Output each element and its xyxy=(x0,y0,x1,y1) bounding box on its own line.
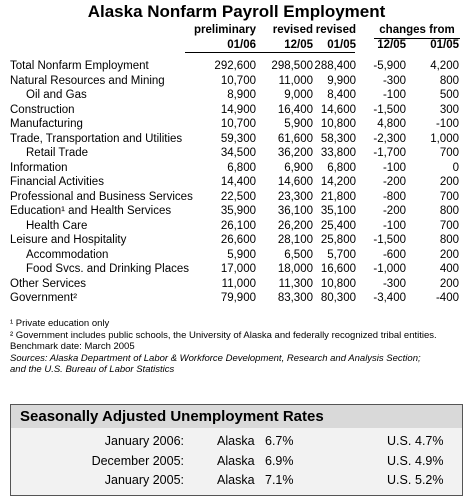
alaska-label: Alaska xyxy=(217,453,255,468)
row-value: -100 xyxy=(435,118,459,130)
unemployment-title: Seasonally Adjusted Unemployment Rates xyxy=(11,405,462,428)
row-value: 6,800 xyxy=(327,161,356,174)
row-value: -1,000 xyxy=(373,263,406,275)
row-value: 11,000 xyxy=(278,74,313,87)
table-row xyxy=(0,117,473,131)
row-value: 59,300 xyxy=(220,132,256,145)
col-header-revised-1205: revised xyxy=(272,24,313,36)
row-value: 14,200 xyxy=(320,176,356,188)
row-label: Manufacturing xyxy=(10,118,83,130)
row-value: -400 xyxy=(435,292,459,304)
row-value: 800 xyxy=(439,74,459,87)
row-value: -100 xyxy=(382,161,406,174)
row-value: 22,500 xyxy=(220,190,256,203)
row-value: 21,800 xyxy=(320,190,356,203)
row-value: 11,000 xyxy=(221,277,256,290)
row-label: Information xyxy=(10,161,68,174)
row-value: 28,100 xyxy=(277,234,313,246)
row-value: -600 xyxy=(382,248,406,261)
row-label: Natural Resources and Mining xyxy=(10,74,165,87)
col-header-change-1205: 12/05 xyxy=(377,39,406,51)
row-value: 35,900 xyxy=(220,205,256,217)
row-value: 4,800 xyxy=(377,118,406,130)
col-header-revised-0105: revised xyxy=(315,24,356,36)
row-value: -200 xyxy=(382,176,406,188)
sources-line-1: Sources: Alaska Department of Labor & Workforce Development, Research and Analysis Section; xyxy=(10,352,421,364)
header-divider xyxy=(185,52,355,53)
footnotes xyxy=(10,318,465,376)
row-value: 36,100 xyxy=(277,205,313,217)
row-value: 200 xyxy=(439,248,459,261)
row-value: 26,200 xyxy=(277,219,313,232)
row-value: 16,400 xyxy=(277,103,313,116)
row-value: -1,500 xyxy=(373,103,406,116)
table-row xyxy=(0,219,473,233)
row-value: 200 xyxy=(439,176,459,188)
table-row xyxy=(0,175,473,189)
row-value: 14,600 xyxy=(277,176,313,188)
row-value: 80,300 xyxy=(320,292,356,304)
row-value: 79,900 xyxy=(220,292,256,304)
table-row xyxy=(0,74,473,88)
table-row xyxy=(0,88,473,102)
alaska-rate: 6.7% xyxy=(265,434,294,448)
row-label: Government² xyxy=(10,292,78,304)
row-value: 11,300 xyxy=(278,277,313,290)
us-rate: 4.9% xyxy=(415,453,444,468)
row-value: 300 xyxy=(439,103,459,116)
row-value: 23,300 xyxy=(277,190,313,203)
row-value: 800 xyxy=(439,234,459,246)
col-header-date-0105: 01/05 xyxy=(327,39,356,51)
alaska-label: Alaska xyxy=(217,434,255,448)
row-value: 0 xyxy=(452,161,459,174)
row-value: -100 xyxy=(382,89,406,101)
rate-date: January 2006: xyxy=(104,434,184,448)
row-value: 58,300 xyxy=(320,132,356,145)
row-value: -300 xyxy=(382,74,406,87)
row-value: 8,900 xyxy=(227,89,256,101)
row-value: 25,800 xyxy=(320,234,356,246)
row-value: -1,700 xyxy=(373,147,406,159)
table-row xyxy=(0,204,473,218)
table-title: Alaska Nonfarm Payroll Employment xyxy=(87,2,386,21)
row-value: 6,900 xyxy=(284,161,313,174)
row-value: 35,100 xyxy=(320,205,356,217)
col-header-date-1205: 12/05 xyxy=(284,39,313,51)
row-value: -3,400 xyxy=(373,292,406,304)
row-value: 83,300 xyxy=(277,292,313,304)
row-value: 700 xyxy=(439,219,459,232)
row-label: Trade, Transportation and Utilities xyxy=(10,132,183,145)
row-value: 400 xyxy=(439,263,459,275)
row-value: 10,800 xyxy=(320,118,356,130)
row-value: 6,800 xyxy=(227,161,256,174)
row-value: 9,900 xyxy=(327,74,356,87)
sources-line-2: and the U.S. Bureau of Labor Statistics xyxy=(10,364,175,375)
benchmark-date: Benchmark date: March 2005 xyxy=(10,341,135,352)
row-label: Food Svcs. and Drinking Places xyxy=(26,263,189,275)
row-label: Accommodation xyxy=(26,248,109,261)
row-value: 17,000 xyxy=(220,263,256,275)
row-value: -300 xyxy=(382,277,406,290)
table-row xyxy=(0,233,473,247)
row-value: -5,900 xyxy=(373,60,406,72)
us-label: U.S. xyxy=(387,434,412,448)
table-row xyxy=(0,291,473,305)
alaska-rate: 7.1% xyxy=(265,473,294,487)
row-value: 700 xyxy=(439,147,459,159)
row-value: 8,400 xyxy=(327,89,356,101)
row-value: 36,200 xyxy=(277,147,313,159)
alaska-rate: 6.9% xyxy=(265,453,294,468)
col-header-change-0105: 01/05 xyxy=(430,39,459,51)
unemployment-row xyxy=(11,471,462,489)
rate-date: December 2005: xyxy=(91,453,184,468)
row-value: 10,700 xyxy=(220,74,256,87)
row-value: 33,800 xyxy=(320,147,356,159)
row-value: 5,700 xyxy=(327,248,356,261)
row-value: 10,700 xyxy=(220,118,256,130)
row-value: 16,600 xyxy=(320,263,356,275)
row-label: Construction xyxy=(10,103,75,116)
table-row xyxy=(0,59,473,73)
unemployment-rates-box xyxy=(10,404,463,496)
footnote-government: ² Government includes public schools, the University of Alaska and federally recognized tribal entities. xyxy=(10,329,437,341)
row-value: 61,600 xyxy=(277,132,313,145)
row-value: 9,000 xyxy=(284,89,313,101)
row-value: -100 xyxy=(382,219,406,232)
table-row xyxy=(0,262,473,276)
row-value: 200 xyxy=(439,277,459,290)
row-label: Health Care xyxy=(26,219,88,232)
row-value: 26,600 xyxy=(220,234,256,246)
row-value: -800 xyxy=(382,190,406,203)
table-row xyxy=(0,132,473,146)
row-label: Education¹ and Health Services xyxy=(10,205,172,217)
row-value: 500 xyxy=(439,89,459,101)
row-value: -200 xyxy=(382,205,406,217)
row-label: Professional and Business Services xyxy=(10,190,193,203)
row-value: 34,500 xyxy=(220,147,256,159)
row-label: Total Nonfarm Employment xyxy=(10,60,149,72)
row-value: 292,600 xyxy=(214,60,256,72)
row-label: Other Services xyxy=(10,277,87,290)
row-value: 298,500 xyxy=(271,60,313,72)
row-value: 700 xyxy=(439,190,459,203)
us-rate: 4.7% xyxy=(415,434,444,448)
table-row xyxy=(0,248,473,262)
row-value: 6,500 xyxy=(284,248,313,261)
unemployment-row xyxy=(11,452,462,470)
row-value: 10,800 xyxy=(320,277,356,290)
alaska-label: Alaska xyxy=(217,473,255,487)
table-row xyxy=(0,146,473,160)
row-value: 5,900 xyxy=(227,248,256,261)
table-row xyxy=(0,277,473,291)
table-row xyxy=(0,103,473,117)
row-value: 4,200 xyxy=(430,60,459,72)
row-value: 1,000 xyxy=(430,132,459,145)
table-row xyxy=(0,161,473,175)
col-header-preliminary: preliminary xyxy=(194,24,256,36)
col-header-changes-from: changes from xyxy=(374,24,460,39)
row-value: 5,900 xyxy=(284,118,313,130)
us-label: U.S. xyxy=(387,473,412,487)
row-value: 25,400 xyxy=(320,219,356,232)
row-value: 800 xyxy=(439,205,459,217)
row-label: Financial Activities xyxy=(10,176,104,188)
footnote-private-education: ¹ Private education only xyxy=(10,318,110,329)
rate-date: January 2005: xyxy=(104,473,184,487)
col-header-date-0106: 01/06 xyxy=(227,39,256,51)
row-label: Leisure and Hospitality xyxy=(10,234,127,246)
row-value: 14,600 xyxy=(320,103,356,116)
row-label: Oil and Gas xyxy=(26,89,87,101)
row-value: 14,900 xyxy=(220,103,256,116)
row-value: 26,100 xyxy=(220,219,256,232)
us-rate: 5.2% xyxy=(415,473,444,487)
table-row xyxy=(0,190,473,204)
row-label: Retail Trade xyxy=(26,147,89,159)
row-value: -1,500 xyxy=(373,234,406,246)
row-value: 18,000 xyxy=(277,263,313,275)
row-value: 14,400 xyxy=(220,176,256,188)
unemployment-row xyxy=(11,432,462,450)
us-label: U.S. xyxy=(387,453,412,468)
row-value: -2,300 xyxy=(373,132,406,145)
row-value: 288,400 xyxy=(314,60,356,72)
